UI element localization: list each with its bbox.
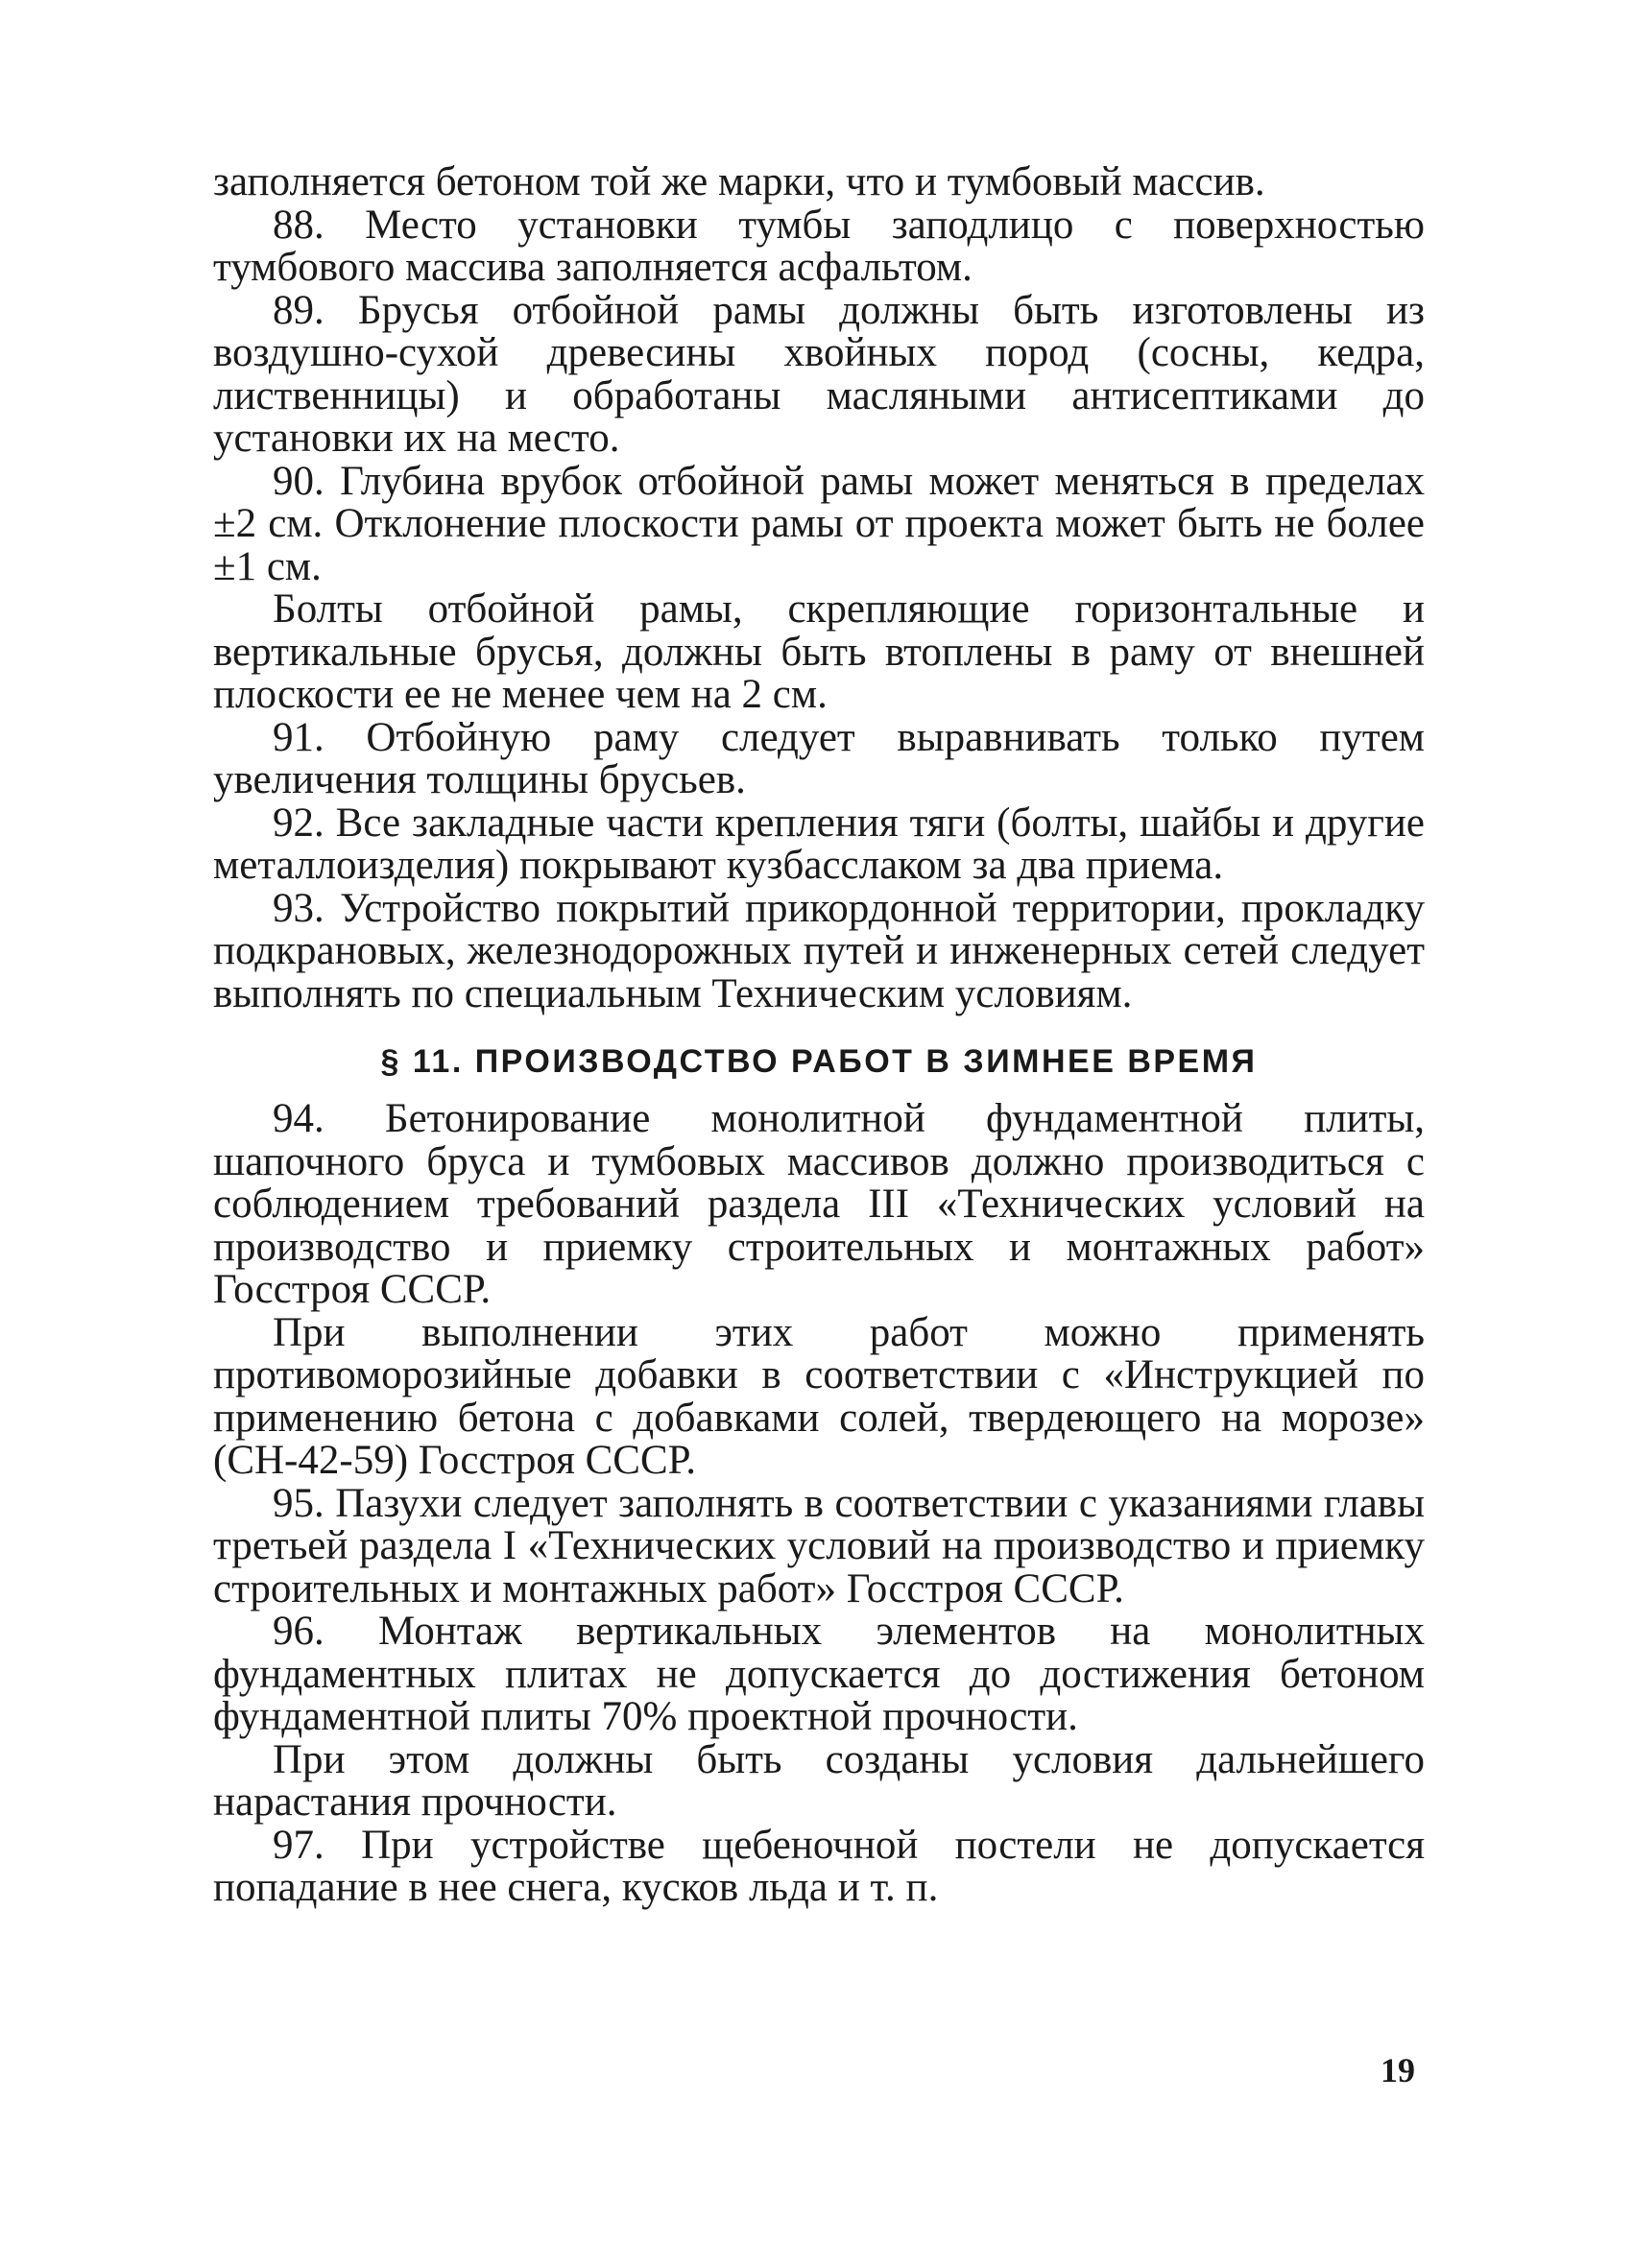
paragraph-96: 96. Монтаж вертикальных элементов на монолитных фундаментных плитах не допускается до достижения бетоном фундаментной плиты 70% проектной прочности.: [213, 1609, 1425, 1739]
section-heading: § 11. ПРОИЗВОДСТВО РАБОТ В ЗИМНЕЕ ВРЕМЯ: [380, 1043, 1258, 1080]
paragraph-94: 94. Бетонирование монолитной фундаментной плиты, шапочного бруса и тумбовых массивов должно производиться с соблюдением требований раздела III «Технических условий на производство и приемку строительных и монтажных работ» Госстроя СССР.: [213, 1096, 1425, 1312]
paragraph-91: 91. Отбойную раму следует выравнивать только путем увеличения толщины брусьев.: [213, 714, 1425, 802]
paragraph-94-additives: При выполнении этих работ можно применять противоморозийные добавки в соответствии с «Инструкцией по применению бетона с добавками солей, твердеющего на морозе» (СН-42-59) Госстроя СССР.: [213, 1309, 1425, 1483]
page-number: 19: [1381, 2051, 1415, 2089]
paragraph-88: 88. Место установки тумбы заподлицо с поверхностью тумбового массива заполняется асфальтом.: [213, 202, 1425, 290]
paragraph-92: 92. Все закладные части крепления тяги (болты, шайбы и другие металлоизделия) покрывают кузбасслаком за два приема.: [213, 800, 1425, 888]
paragraph-continuation: заполняется бетоном той же марки, что и тумбовый массив.: [213, 159, 1265, 204]
paragraph-93: 93. Устройство покрытий прикордонной территории, прокладку подкрановых, железнодорожных путей и инженерных сетей следует выполнять по специальным Техническим условиям.: [213, 885, 1425, 1016]
document-page: [213, 161, 1425, 1910]
paragraph-90: 90. Глубина врубок отбойной рамы может меняться в пределах ±2 см. Отклонение плоскости рамы от проекта может быть не более ±1 см.: [213, 458, 1425, 589]
paragraph-89: 89. Брусья отбойной рамы должны быть изготовлены из воздушно-сухой древесины хвойных пород (сосны, кедра, лиственницы) и обработаны масляными антисептиками до установки их на место.: [213, 287, 1425, 461]
paragraph-90-bolts: Болты отбойной рамы, скрепляющие горизонтальные и вертикальные брусья, должны быть втоплены в раму от внешней плоскости ее не менее чем на 2 см.: [213, 586, 1425, 717]
paragraph-95: 95. Пазухи следует заполнять в соответствии с указаниями главы третьей раздела I «Технических условий на производство и приемку строительных и монтажных работ» Госстроя СССР.: [213, 1480, 1425, 1611]
paragraph-97: 97. При устройстве щебеночной постели не допускается попадание в нее снега, кусков льда и т. п.: [213, 1822, 1425, 1910]
paragraph-96-conditions: При этом должны быть созданы условия дальнейшего нарастания прочности.: [213, 1736, 1425, 1825]
